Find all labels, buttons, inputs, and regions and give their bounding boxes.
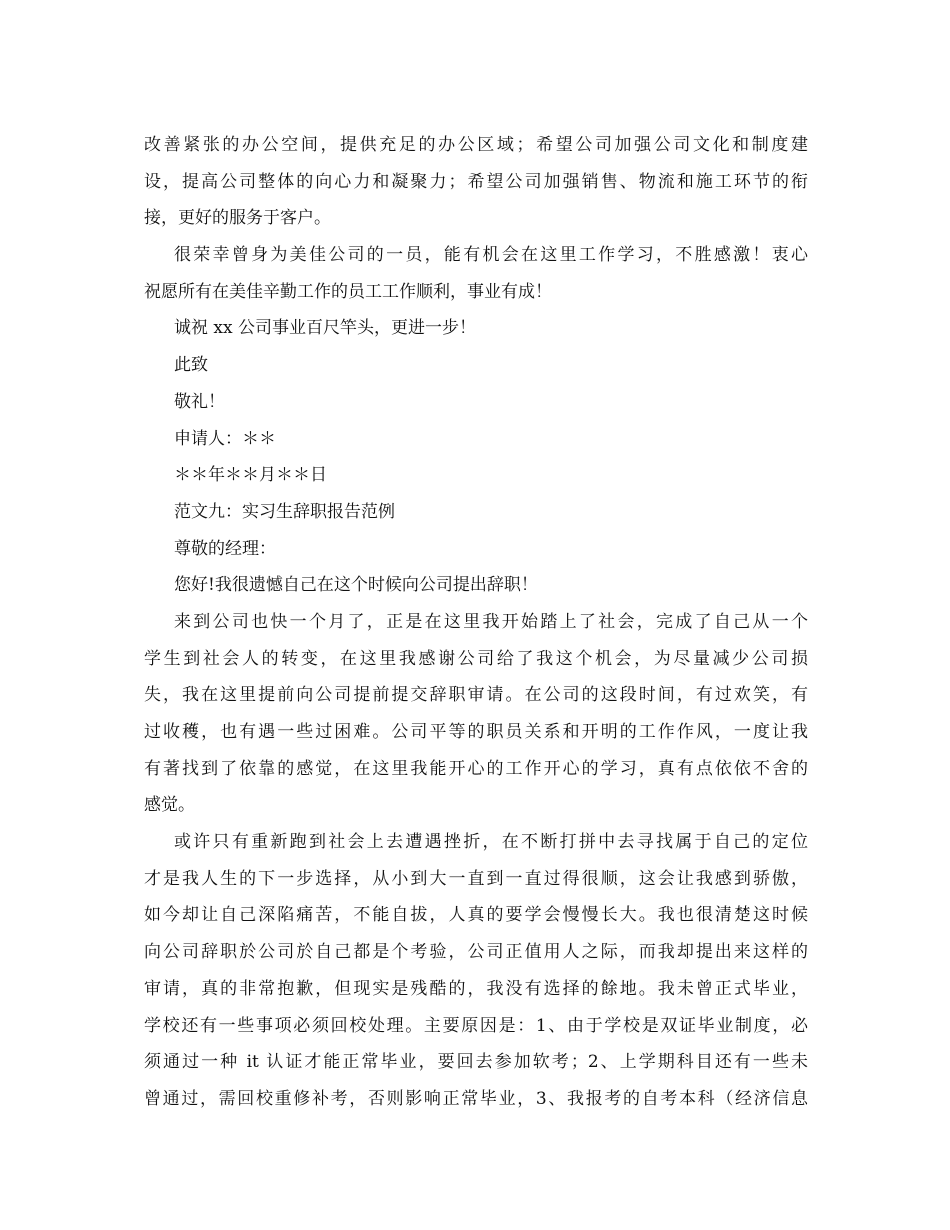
paragraph-line: 感觉。 xyxy=(144,795,195,816)
paragraph-line: 须通过一种 it 认证才能正常毕业，要回去参加软考；2、上学期科目还有一些未 xyxy=(144,1052,808,1073)
paragraph-line: 接，更好的服务于客户。 xyxy=(144,208,331,229)
document-body xyxy=(144,127,808,1118)
paragraph-line: 审请，真的非常抱歉，但现实是残酷的，我没有选择的餘地。我未曾正式毕业， xyxy=(144,978,808,999)
paragraph-line: 有著找到了依靠的感觉，在这里我能开心的工作开心的学习，真有点依依不舍的 xyxy=(144,758,808,779)
paragraph-line: 很荣幸曾身为美佳公司的一员，能有机会在这里工作学习，不胜感激！衷心 xyxy=(174,245,808,266)
paragraph-line: 学生到社会人的转变，在这里我感谢公司给了我这个机会，为尽量减少公司损 xyxy=(144,648,808,669)
paragraph-line: 学校还有一些事项必须回校处理。主要原因是：1、由于学校是双证毕业制度，必 xyxy=(144,1015,808,1036)
opening-line: 您好!我很遗憾自己在这个时候向公司提出辞职！ xyxy=(174,575,538,596)
greeting-line: 尊敬的经理： xyxy=(174,538,276,559)
paragraph-line: 或许只有重新跑到社会上去遭遇挫折，在不断打拼中去寻找属于自己的定位 xyxy=(174,832,808,853)
closing-wish: 诚祝 xx 公司事业百尺竿头，更进一步！ xyxy=(174,318,476,339)
paragraph-line: 过收穫，也有遇一些过困难。公司平等的职员关系和开明的工作作风，一度让我 xyxy=(144,722,808,742)
paragraph-line: 改善紧张的办公空间，提供充足的办公区域；希望公司加强公司文化和制度建 xyxy=(144,135,808,155)
paragraph-line: 曾通过，需回校重修补考，否则影响正常毕业，3、我报考的自考本科（经济信息 xyxy=(144,1088,808,1109)
paragraph-line: 向公司辞职於公司於自己都是个考验，公司正值用人之际，而我却提出来这样的 xyxy=(144,942,808,963)
date-line: ＊＊年＊＊月＊＊日 xyxy=(174,465,327,486)
section-title: 范文九：实习生辞职报告范例 xyxy=(174,501,395,522)
paragraph-line: 才是我人生的下一步选择，从小到大一直到一直过得很顺，这会让我感到骄傲， xyxy=(144,868,808,889)
salutation-jingli: 敬礼！ xyxy=(174,391,225,412)
paragraph-line: 失，我在这里提前向公司提前提交辞职审请。在公司的这段时间，有过欢笑，有 xyxy=(144,685,808,706)
paragraph-line: 祝愿所有在美佳辛勤工作的员工工作顺利，事业有成！ xyxy=(144,281,552,302)
paragraph-line: 如今却让自己深陷痛苦，不能自拔，人真的要学会慢慢长大。我也很清楚这时候 xyxy=(144,905,808,926)
paragraph-line: 来到公司也快一个月了，正是在这里我开始踏上了社会，完成了自己从一个 xyxy=(174,611,808,632)
salutation-cizhi: 此致 xyxy=(174,355,208,376)
paragraph-line: 设，提高公司整体的向心力和凝聚力；希望公司加强销售、物流和施工环节的衔 xyxy=(144,171,808,192)
applicant-line: 申请人：＊＊ xyxy=(174,428,276,449)
